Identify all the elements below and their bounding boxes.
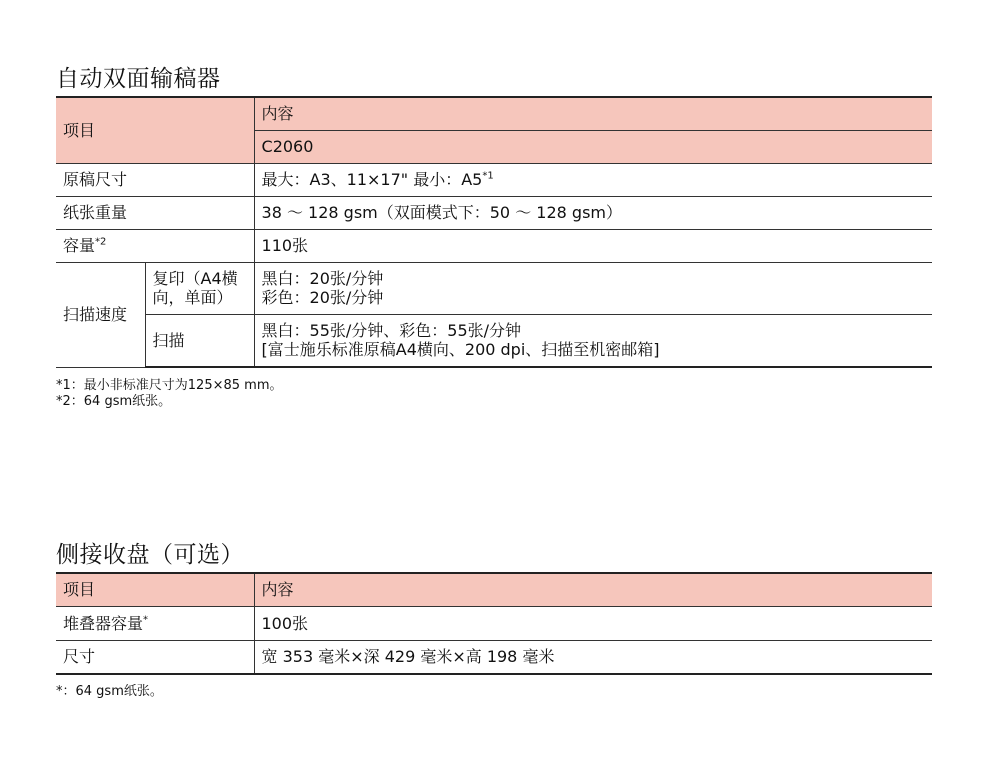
scan-speed-line: 黑白：55张/分钟、彩色：55张/分钟 [261, 321, 522, 341]
header-model: C2060 [254, 130, 932, 163]
row-value [254, 314, 932, 367]
footnote-1: *：64 gsm纸张。 [56, 684, 163, 699]
table-row [56, 163, 932, 196]
row-label [56, 229, 254, 262]
table-row [56, 262, 932, 314]
row-label: 尺寸 [56, 640, 254, 674]
row-value: 38 ～ 128 gsm（双面模式下：50 ～ 128 gsm） [254, 196, 932, 229]
scan-label: 扫描 [145, 314, 254, 367]
copy-bw: 黑白：20张/分钟 [261, 269, 384, 288]
footnote-2: *2：64 gsm纸张。 [56, 394, 172, 409]
row-label [56, 606, 254, 640]
row-value: 宽 353 毫米×深 429 毫米×高 198 毫米 [254, 640, 932, 674]
scan-speed-label: 扫描速度 [56, 262, 145, 367]
copy-color: 彩色：20张/分钟 [261, 288, 384, 307]
table-row [56, 640, 932, 674]
row-value: 110张 [254, 229, 932, 262]
header-item: 项目 [56, 97, 254, 163]
footnote-mark: *1 [482, 170, 494, 182]
table-row [56, 573, 932, 606]
header-content: 内容 [254, 97, 932, 130]
section-title-adf: 自动双面输稿器 [56, 66, 221, 92]
row-label: 纸张重量 [56, 196, 254, 229]
table-row [56, 606, 932, 640]
row-value: 100张 [254, 606, 932, 640]
row-value [254, 262, 932, 314]
side-tray-spec-table [56, 572, 932, 675]
scan-condition-line: [富士施乐标准原稿A4横向、200 dpi、扫描至机密邮箱] [261, 340, 660, 360]
row-label: 原稿尺寸 [56, 163, 254, 196]
footnotes-side-tray [56, 684, 163, 700]
table-row [56, 229, 932, 262]
table-row [56, 314, 932, 367]
capacity-label: 容量 [63, 236, 96, 255]
section-title-side-tray: 侧接收盘（可选） [56, 542, 244, 568]
size-value: 最大：A3、11×17" 最小：A5 [261, 170, 483, 189]
footnotes-adf [56, 378, 282, 410]
table-row [56, 196, 932, 229]
footnote-1: *1：最小非标准尺寸为125×85 mm。 [56, 378, 283, 393]
header-content: 内容 [254, 573, 932, 606]
footnote-mark: *2 [95, 236, 107, 248]
table-row [56, 97, 932, 130]
stack-capacity-label: 堆叠器容量 [63, 613, 144, 633]
copy-label: 复印（A4横向，单面） [145, 262, 254, 314]
footnote-mark: * [143, 614, 149, 626]
header-item: 项目 [56, 573, 254, 606]
row-value [254, 163, 932, 196]
adf-spec-table [56, 96, 932, 368]
